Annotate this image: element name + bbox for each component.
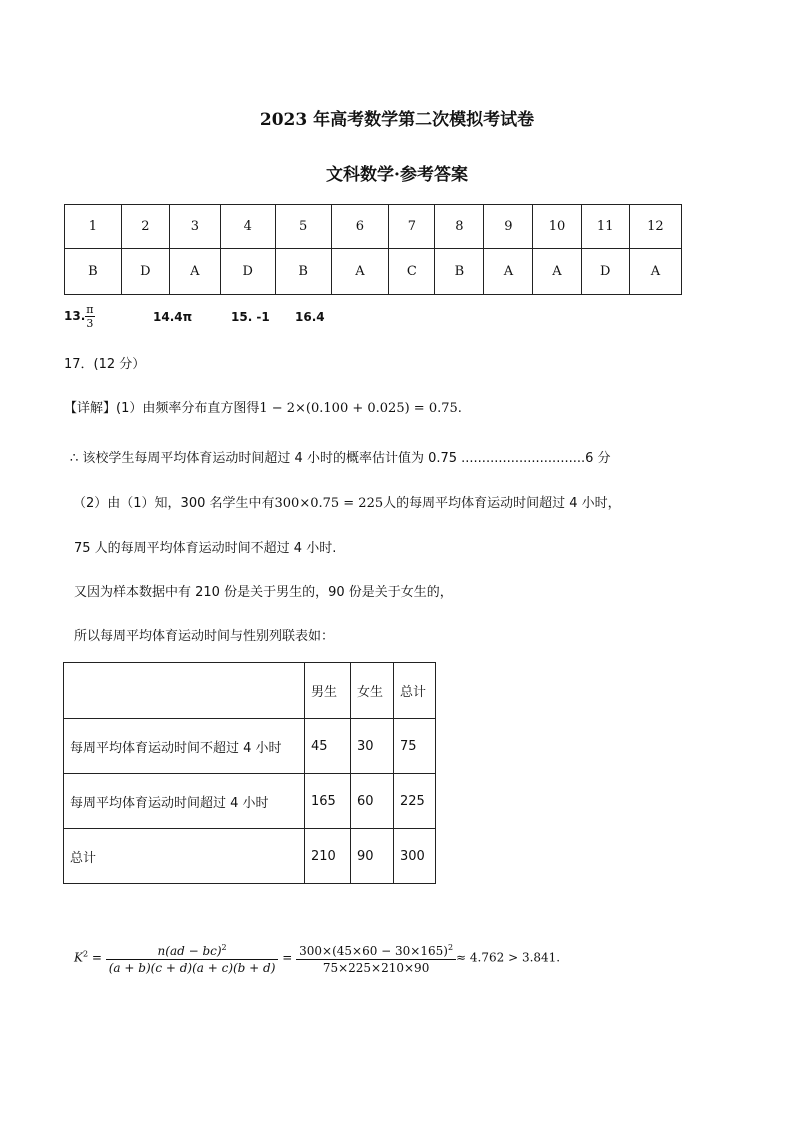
line-table-intro: 所以每周平均体育运动时间与性别列联表如： [74, 629, 335, 644]
answer-letter: D [220, 249, 275, 295]
answer-15: 15. -1 [231, 310, 270, 324]
general-numerator-exponent: 2 [221, 943, 227, 952]
answer-13-label: 13. [64, 309, 86, 323]
answer-13-fraction [85, 303, 94, 330]
page-subtitle: 文科数学·参考答案 [326, 165, 468, 185]
answer-letter: A [331, 249, 389, 295]
part2-prefix: （2）由（1）知，300 名学生中有 [73, 496, 275, 511]
answer-letter: C [389, 249, 435, 295]
general-numerator-text: n(ad − bc) [157, 944, 222, 958]
question-number: 7 [389, 205, 435, 249]
question-number: 10 [533, 205, 581, 249]
answer-letter: A [629, 249, 681, 295]
question-number: 6 [331, 205, 389, 249]
question-number: 5 [275, 205, 331, 249]
table-row [64, 829, 436, 884]
answer-letter-row [65, 249, 682, 295]
answer-13 [64, 303, 95, 330]
answer-table [64, 204, 682, 295]
therefore-line: ∴ 该校学生每周平均体育运动时间超过 4 小时的概率估计值为 0.75 ..............................6 分 [70, 451, 611, 466]
table-row [64, 774, 436, 829]
line-sample: 又因为样本数据中有 210 份是关于男生的，90 份是关于女生的， [74, 585, 453, 600]
equals-sign: = [88, 950, 106, 965]
part2-line [73, 492, 621, 511]
general-fraction [106, 940, 279, 976]
answer-letter: D [121, 249, 169, 295]
part2-suffix: 人的每周平均体育运动时间超过 4 小时， [383, 496, 621, 511]
general-denominator: (a + b)(c + d)(a + c)(b + d) [108, 961, 276, 975]
question-number: 12 [629, 205, 681, 249]
table-cell: 60 [351, 774, 394, 829]
question-17-heading: 17．(12 分） [64, 357, 146, 372]
table-header-row [64, 663, 436, 719]
answer-letter: B [65, 249, 122, 295]
header-cell [64, 663, 305, 719]
k-exponent: 2 [82, 949, 89, 959]
header-cell: 女生 [351, 663, 394, 719]
answer-16: 16.4 [295, 310, 325, 324]
table-row [64, 719, 436, 774]
header-cell: 男生 [305, 663, 351, 719]
numeric-numerator-exponent: 2 [447, 943, 454, 952]
answer-14: 14.4π [153, 310, 193, 324]
line-75: 75 人的每周平均体育运动时间不超过 4 小时. [74, 541, 337, 556]
table-cell: 165 [305, 774, 351, 829]
numeric-numerator [296, 940, 456, 960]
table-cell: 45 [305, 719, 351, 774]
fraction-numerator: π [86, 303, 94, 316]
k-squared-formula [74, 940, 560, 976]
answer-letter: A [533, 249, 581, 295]
fraction-denominator: 3 [86, 317, 94, 330]
answer-number-row [65, 205, 682, 249]
detail-line-1 [64, 397, 462, 416]
k-symbol: K [74, 950, 83, 965]
question-number: 9 [484, 205, 533, 249]
numeric-denominator: 75×225×210×90 [322, 961, 430, 975]
numeric-fraction [296, 940, 456, 976]
question-number: 3 [169, 205, 220, 249]
row-label: 每周平均体育运动时间超过 4 小时 [64, 774, 305, 829]
table-cell: 75 [394, 719, 436, 774]
row-label: 总计 [64, 829, 305, 884]
numeric-numerator-text: 300×(45×60 − 30×165) [299, 944, 448, 958]
table-cell: 30 [351, 719, 394, 774]
equals-sign: = [278, 950, 297, 965]
question-number: 11 [581, 205, 629, 249]
answer-letter: B [275, 249, 331, 295]
table-cell: 210 [305, 829, 351, 884]
question-number: 4 [220, 205, 275, 249]
answer-letter: A [484, 249, 533, 295]
answer-letter: D [581, 249, 629, 295]
general-numerator [106, 940, 279, 960]
k-result: ≈ 4.762 > 3.841 [456, 950, 557, 965]
question-number: 2 [121, 205, 169, 249]
detail-prefix: 【详解】(1）由频率分布直方图得 [64, 401, 260, 416]
question-number: 8 [435, 205, 484, 249]
part2-formula: 300×0.75 = 225 [274, 496, 384, 511]
detail-formula: 1 − 2×(0.100 + 0.025) = 0.75 [259, 401, 458, 416]
answer-letter: A [169, 249, 220, 295]
header-cell: 总计 [394, 663, 436, 719]
page-title: 2023 年高考数学第二次模拟考试卷 [259, 110, 535, 130]
detail-end: . [457, 401, 462, 416]
contingency-table [63, 662, 436, 884]
table-cell: 300 [394, 829, 436, 884]
row-label: 每周平均体育运动时间不超过 4 小时 [64, 719, 305, 774]
question-number: 1 [65, 205, 122, 249]
formula-end: . [556, 950, 561, 965]
answer-letter: B [435, 249, 484, 295]
table-cell: 225 [394, 774, 436, 829]
table-cell: 90 [351, 829, 394, 884]
